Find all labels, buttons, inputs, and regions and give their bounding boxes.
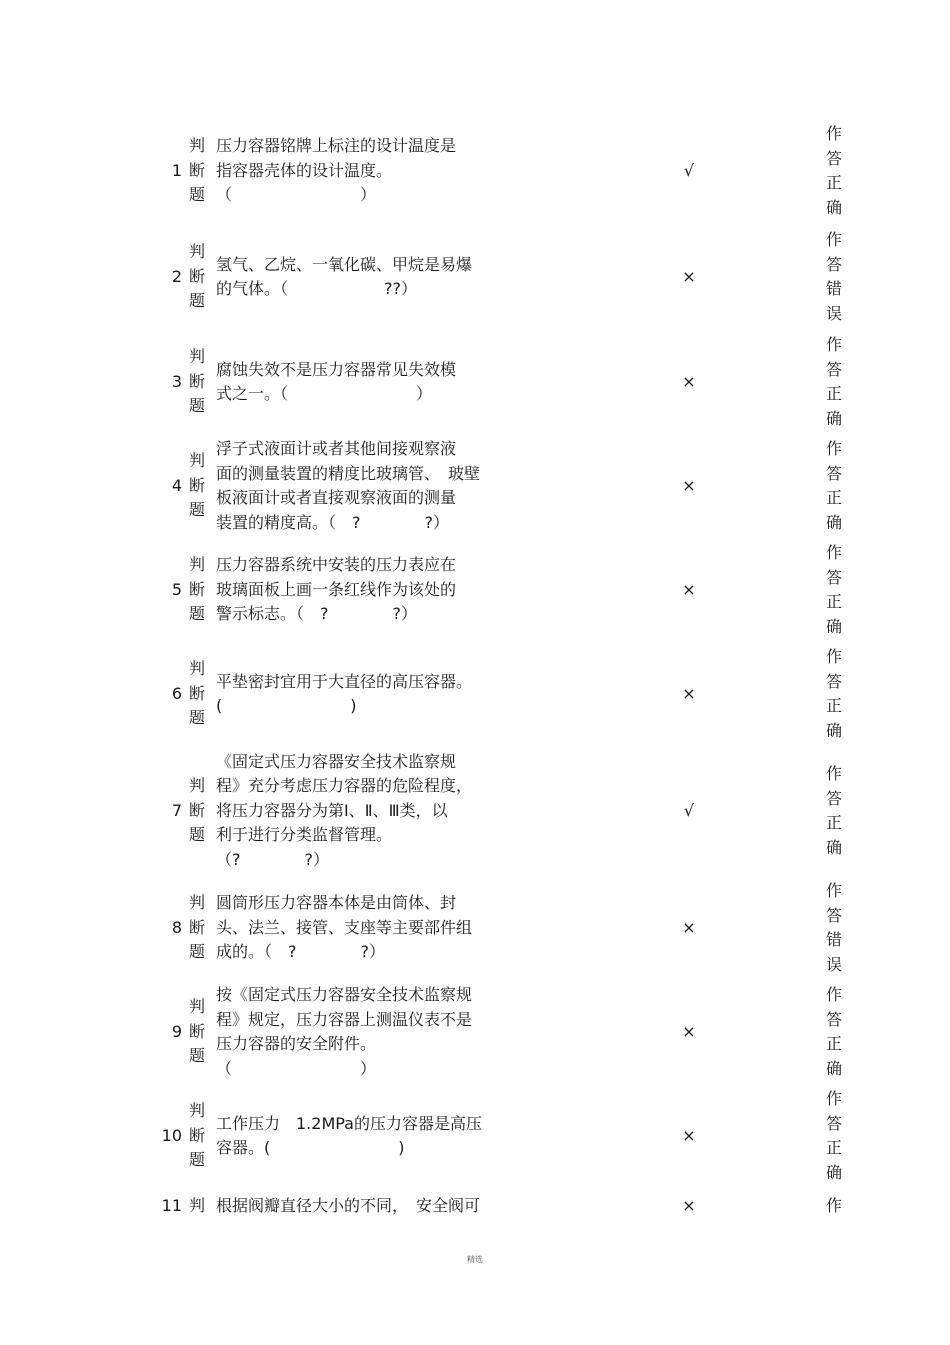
result-label-cell xyxy=(814,330,854,434)
question-text-cell xyxy=(210,746,536,876)
answer-mark-cell xyxy=(536,330,814,434)
question-number-cell xyxy=(158,980,184,1084)
question-text: 腐蚀失效不是压力容器常见失效模 式之一。（ ） xyxy=(216,359,457,403)
question-row xyxy=(158,980,854,1084)
question-type: 判 xyxy=(188,1195,205,1215)
question-number-cell xyxy=(158,118,184,224)
question-row xyxy=(158,1084,854,1188)
result-label-cell xyxy=(814,224,854,330)
result-label-cell xyxy=(814,1188,854,1224)
answer-mark-cell xyxy=(536,980,814,1084)
question-number: 3 xyxy=(171,371,182,391)
question-row xyxy=(158,118,854,224)
question-row xyxy=(158,1188,854,1224)
question-text: 根据阀瓣直径大小的不同， 安全阀可 xyxy=(216,1195,481,1215)
question-number: 2 xyxy=(171,266,182,286)
question-text: 按《固定式压力容器安全技术监察规 程》规定，压力容器上测温仪表不是 压力容器的安全附件。 （ ） xyxy=(216,985,473,1078)
answer-mark: √ xyxy=(683,160,695,180)
question-text-cell xyxy=(210,118,536,224)
question-text: 压力容器铭牌上标注的设计温度是 指容器壳体的设计温度。 （ ） xyxy=(216,136,457,205)
question-number: 8 xyxy=(171,917,182,937)
answer-mark-cell xyxy=(536,224,814,330)
question-text: 浮子式液面计或者其他间接观察液 面的测量装置的精度比玻璃管、 玻壁 板液面计或者直接观察液面的测量 装置的精度高。（ ? ?） xyxy=(216,439,481,532)
question-text-cell xyxy=(210,1084,536,1188)
question-row xyxy=(158,224,854,330)
question-number: 1 xyxy=(171,160,182,180)
question-text: 氢气、乙烷、一氧化碳、甲烷是易爆 的气体。（ ??） xyxy=(216,254,473,298)
result-label: 作 答 正 确 xyxy=(825,985,842,1078)
question-text-cell xyxy=(210,538,536,642)
question-text: 圆筒形压力容器本体是由筒体、封 头、法兰、接管、支座等主要部件组 成的。（ ? ?） xyxy=(216,893,473,962)
answer-mark-cell xyxy=(536,1084,814,1188)
question-text: 《固定式压力容器安全技术监察规 程》充分考虑压力容器的危险程度， 将压力容器分为第Ⅰ、Ⅱ、Ⅲ类，以 利于进行分类监督管理。 （? ?） xyxy=(216,751,473,869)
question-number: 7 xyxy=(171,800,182,820)
question-type-cell xyxy=(184,1188,210,1224)
question-number-cell xyxy=(158,538,184,642)
question-row xyxy=(158,330,854,434)
result-label-cell xyxy=(814,1084,854,1188)
question-text-cell xyxy=(210,1188,536,1224)
answer-mark: × xyxy=(682,266,696,286)
result-label-cell xyxy=(814,538,854,642)
answer-mark-cell xyxy=(536,434,814,538)
question-text-cell xyxy=(210,876,536,980)
answer-mark: × xyxy=(682,579,696,599)
question-type: 判 断 题 xyxy=(188,893,205,962)
question-type: 判 断 题 xyxy=(188,997,205,1066)
result-label: 作 答 正 确 xyxy=(825,124,842,217)
question-type-cell xyxy=(184,538,210,642)
question-type-cell xyxy=(184,876,210,980)
question-number: 11 xyxy=(161,1195,182,1215)
question-type: 判 断 题 xyxy=(188,347,205,416)
question-text-cell xyxy=(210,434,536,538)
answer-mark: × xyxy=(682,371,696,391)
answer-mark-cell xyxy=(536,1188,814,1224)
result-label: 作 答 正 确 xyxy=(825,335,842,428)
question-number-cell xyxy=(158,746,184,876)
question-type-cell xyxy=(184,746,210,876)
question-type-cell xyxy=(184,330,210,434)
question-text: 工作压力 1.2MPa的压力容器是高压 容器。( ) xyxy=(216,1113,482,1157)
answer-mark: × xyxy=(682,1021,696,1041)
question-type-cell xyxy=(184,1084,210,1188)
question-row xyxy=(158,642,854,746)
question-number: 6 xyxy=(171,683,182,703)
question-type-cell xyxy=(184,118,210,224)
question-type: 判 断 题 xyxy=(188,776,205,845)
result-label: 作 xyxy=(825,1195,842,1215)
question-type-cell xyxy=(184,642,210,746)
question-number-cell xyxy=(158,434,184,538)
footer-label: 精选 xyxy=(467,1255,483,1264)
question-type: 判 断 题 xyxy=(188,136,205,205)
question-text: 平垫密封宜用于大直径的高压容器。 ( ) xyxy=(216,671,473,715)
question-number-cell xyxy=(158,1084,184,1188)
question-row xyxy=(158,876,854,980)
question-number-cell xyxy=(158,1188,184,1224)
answer-mark: × xyxy=(682,683,696,703)
question-number-cell xyxy=(158,224,184,330)
result-label: 作 答 正 确 xyxy=(825,1089,842,1182)
answer-mark: × xyxy=(682,917,696,937)
question-list xyxy=(158,118,854,1224)
result-label-cell xyxy=(814,746,854,876)
question-number-cell xyxy=(158,330,184,434)
answer-mark-cell xyxy=(536,118,814,224)
result-label: 作 答 正 确 xyxy=(825,647,842,740)
answer-mark: × xyxy=(682,1125,696,1145)
question-type-cell xyxy=(184,224,210,330)
question-text-cell xyxy=(210,980,536,1084)
answer-mark: √ xyxy=(683,800,695,820)
answer-mark-cell xyxy=(536,538,814,642)
question-number: 9 xyxy=(171,1021,182,1041)
result-label-cell xyxy=(814,980,854,1084)
answer-mark: × xyxy=(682,475,696,495)
question-text-cell xyxy=(210,224,536,330)
question-type: 判 断 题 xyxy=(188,659,205,728)
result-label-cell xyxy=(814,118,854,224)
question-number: 10 xyxy=(161,1125,182,1145)
question-row xyxy=(158,746,854,876)
question-text: 压力容器系统中安装的压力表应在 玻璃面板上画一条红线作为该处的 警示标志。（ ? ?） xyxy=(216,555,457,624)
result-label: 作 答 正 确 xyxy=(825,764,842,857)
question-type-cell xyxy=(184,434,210,538)
answer-mark-cell xyxy=(536,746,814,876)
question-type: 判 断 题 xyxy=(188,555,205,624)
result-label: 作 答 正 确 xyxy=(825,543,842,636)
result-label-cell xyxy=(814,642,854,746)
question-text-cell xyxy=(210,330,536,434)
answer-mark-cell xyxy=(536,642,814,746)
answer-mark-cell xyxy=(536,876,814,980)
question-number: 5 xyxy=(171,579,182,599)
question-type: 判 断 题 xyxy=(188,1101,205,1170)
question-type: 判 断 题 xyxy=(188,242,205,311)
question-number: 4 xyxy=(171,475,182,495)
question-number-cell xyxy=(158,642,184,746)
answer-mark: × xyxy=(682,1195,696,1215)
result-label-cell xyxy=(814,434,854,538)
result-label-cell xyxy=(814,876,854,980)
question-text-cell xyxy=(210,642,536,746)
result-label: 作 答 正 确 xyxy=(825,439,842,532)
question-type-cell xyxy=(184,980,210,1084)
result-label: 作 答 错 误 xyxy=(825,230,842,323)
question-table xyxy=(158,118,854,1224)
result-label: 作 答 错 误 xyxy=(825,881,842,974)
question-number-cell xyxy=(158,876,184,980)
question-type: 判 断 题 xyxy=(188,451,205,520)
question-row xyxy=(158,538,854,642)
question-row xyxy=(158,434,854,538)
